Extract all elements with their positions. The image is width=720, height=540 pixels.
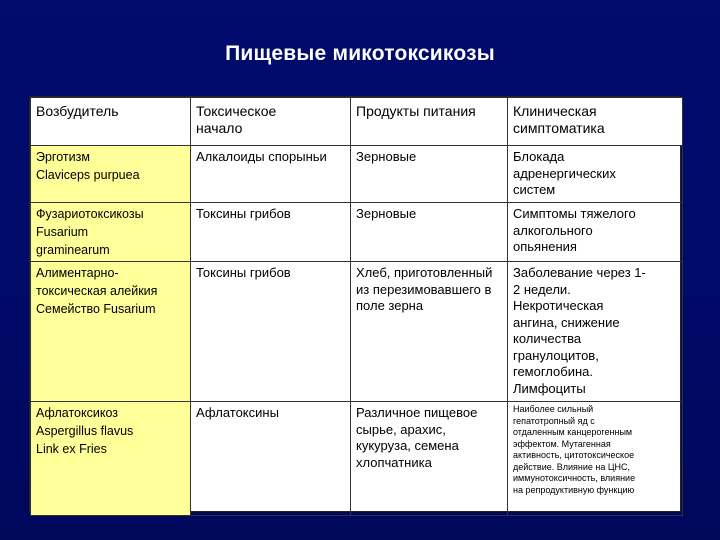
food-line: Хлеб, приготовленный [356, 265, 493, 280]
agent-line: Алиментарно- [36, 266, 119, 280]
table-row [31, 262, 683, 402]
table-row [31, 146, 683, 203]
food-line: сырье, арахис, [356, 421, 446, 437]
food-line: кукуруза, семена [356, 438, 459, 453]
symptoms-cell [508, 203, 683, 262]
agent-cell [31, 402, 191, 516]
agent-line: Афлатоксикоз [36, 406, 118, 420]
symptoms-line: количества [513, 331, 582, 346]
agent-cell [31, 262, 191, 402]
food-cell [351, 402, 508, 516]
header-agent-line: Возбудитель [36, 103, 119, 119]
agent-line: токсическая алейкия [36, 284, 158, 298]
toxin-cell [191, 203, 351, 262]
symptoms-line: Лимфоциты [513, 380, 586, 396]
table-row [31, 402, 683, 516]
symptoms-line: Заболевание через 1- [513, 265, 646, 280]
agent-line: Fusarium [36, 225, 89, 239]
symptoms-line: активность, цитотоксическое [513, 450, 635, 460]
header-food [351, 98, 508, 146]
symptoms-line: 2 недели. [513, 281, 571, 297]
symptoms-line: адренергических [513, 165, 616, 181]
symptoms-line: гепатотропный яд с [513, 415, 595, 426]
symptoms-line: иммунотоксичность, влияние [513, 473, 636, 483]
agent-line: graminearum [36, 243, 110, 257]
symptoms-line: гемоглобина. [513, 364, 593, 379]
agent-line: Семейство Fusarium [36, 302, 156, 316]
toxin-line: Афлатоксины [196, 405, 279, 420]
food-line: хлопчатника [356, 454, 432, 470]
agent-cell [31, 203, 191, 262]
header-symptoms [508, 98, 683, 146]
agent-line: Aspergillus flavus [36, 424, 134, 438]
agent-cell [31, 146, 191, 203]
symptoms-cell [508, 402, 683, 516]
food-line: Зерновые [356, 149, 417, 164]
agent-line: Link ex Fries [36, 442, 107, 456]
header-toxin-line: начало [196, 120, 243, 136]
header-symptoms-line: Клиническая [513, 103, 597, 119]
agent-line: Claviceps purpuea [36, 168, 140, 182]
symptoms-cell [508, 146, 683, 203]
symptoms-line: алкогольного [513, 222, 593, 238]
food-line: поле зерна [356, 298, 424, 313]
symptoms-line: Наиболее сильный [513, 404, 594, 414]
toxin-cell [191, 402, 351, 516]
food-cell [351, 262, 508, 402]
food-line: Зерновые [356, 206, 417, 221]
table-row [31, 203, 683, 262]
toxin-line: Токсины грибов [196, 206, 291, 221]
header-agent [31, 98, 191, 146]
food-cell [351, 203, 508, 262]
toxin-cell [191, 146, 351, 203]
table [30, 97, 683, 516]
agent-line: Эрготизм [36, 150, 90, 164]
symptoms-line: гранулоцитов, [513, 347, 599, 363]
symptoms-line: опьянения [513, 239, 577, 254]
symptoms-line: отдаленным канцерогенным [513, 427, 633, 437]
food-line: из перезимовавшего в [356, 281, 492, 297]
symptoms-line: на репродуктивную функцию [513, 484, 635, 495]
agent-line: Фузариотоксикозы [36, 207, 144, 221]
symptoms-line: Блокада [513, 149, 565, 164]
toxin-line: Токсины грибов [196, 265, 291, 280]
header-food-line: Продукты питания [356, 103, 476, 119]
toxin-cell [191, 262, 351, 402]
toxin-line: Алкалоиды спорыньи [196, 149, 327, 164]
slide-title: Пищевые микотоксикозы [225, 42, 495, 65]
symptoms-line: Некротическая [513, 298, 604, 313]
header-symptoms-line: симптоматика [513, 120, 605, 136]
food-cell [351, 146, 508, 203]
symptoms-line: систем [513, 182, 556, 197]
header-toxin-line: Токсическое [196, 103, 277, 119]
symptoms-line: действие. Влияние на ЦНС, [513, 461, 631, 472]
food-line: Различное пищевое [356, 405, 478, 420]
mycotoxicosis-table [29, 96, 681, 512]
symptoms-line: Симптомы тяжелого [513, 206, 636, 221]
symptoms-cell [508, 262, 683, 402]
symptoms-line: эффектом. Мутагенная [513, 438, 611, 449]
header-toxin [191, 98, 351, 146]
symptoms-line: ангина, снижение [513, 314, 620, 330]
table-header-row [31, 98, 683, 146]
